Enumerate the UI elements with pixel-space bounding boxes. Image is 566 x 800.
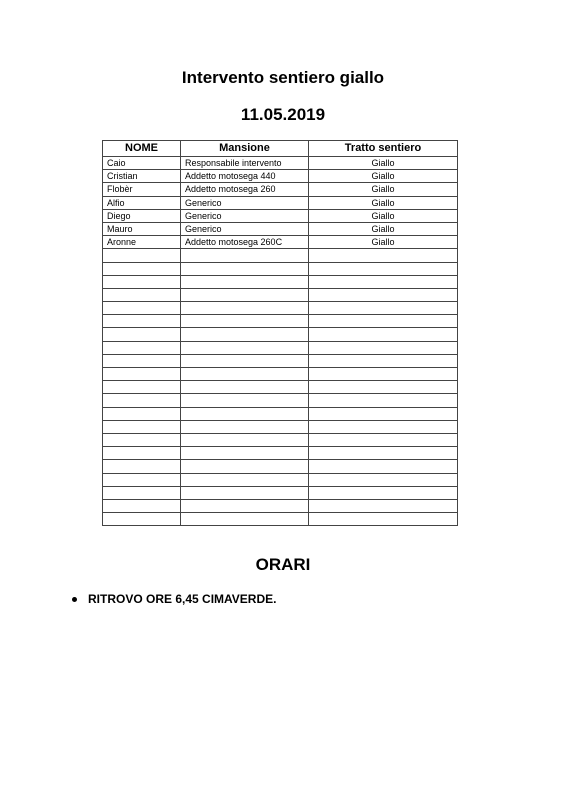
- empty-cell: [181, 460, 309, 473]
- empty-cell: [181, 473, 309, 486]
- cell-tratto: Giallo: [309, 209, 458, 222]
- section-heading-orari: ORARI: [255, 555, 311, 574]
- empty-cell: [103, 486, 181, 499]
- bullet-icon: [72, 597, 77, 602]
- cell-nome: Aronne: [103, 236, 181, 249]
- empty-cell: [309, 460, 458, 473]
- cell-tratto: Giallo: [309, 236, 458, 249]
- empty-cell: [181, 420, 309, 433]
- table-row: [103, 196, 458, 209]
- table-row-empty: [103, 249, 458, 262]
- empty-cell: [103, 513, 181, 526]
- empty-cell: [103, 499, 181, 512]
- table-row: [103, 222, 458, 235]
- cell-mansione: Responsabile intervento: [181, 157, 309, 170]
- empty-cell: [309, 499, 458, 512]
- table-row-empty: [103, 288, 458, 301]
- list-item-text: RITROVO ORE 6,45 CIMAVERDE.: [88, 592, 277, 606]
- table-row: [103, 236, 458, 249]
- cell-mansione: Generico: [181, 222, 309, 235]
- empty-cell: [103, 275, 181, 288]
- table-row-empty: [103, 407, 458, 420]
- table-row-empty: [103, 433, 458, 446]
- cell-tratto: Giallo: [309, 183, 458, 196]
- empty-cell: [103, 341, 181, 354]
- table-row-empty: [103, 447, 458, 460]
- empty-cell: [181, 288, 309, 301]
- column-header-tratto: Tratto sentiero: [309, 141, 458, 157]
- table-row: [103, 183, 458, 196]
- page-title: Intervento sentiero giallo: [181, 68, 385, 87]
- empty-cell: [181, 381, 309, 394]
- empty-cell: [309, 328, 458, 341]
- cell-nome: Mauro: [103, 222, 181, 235]
- cell-mansione: Generico: [181, 196, 309, 209]
- table-row: [103, 209, 458, 222]
- empty-cell: [103, 288, 181, 301]
- empty-cell: [103, 302, 181, 315]
- empty-cell: [181, 447, 309, 460]
- empty-cell: [181, 328, 309, 341]
- empty-cell: [103, 473, 181, 486]
- empty-cell: [309, 381, 458, 394]
- roster-table: [102, 140, 458, 526]
- empty-cell: [103, 447, 181, 460]
- empty-cell: [309, 420, 458, 433]
- empty-cell: [309, 473, 458, 486]
- table-row-empty: [103, 315, 458, 328]
- table-row-empty: [103, 486, 458, 499]
- empty-cell: [309, 407, 458, 420]
- empty-cell: [181, 394, 309, 407]
- cell-nome: Diego: [103, 209, 181, 222]
- table-row-empty: [103, 341, 458, 354]
- table-row-empty: [103, 302, 458, 315]
- cell-tratto: Giallo: [309, 196, 458, 209]
- column-header-mansione: Mansione: [181, 141, 309, 157]
- empty-cell: [309, 315, 458, 328]
- table-row-empty: [103, 473, 458, 486]
- table-row-empty: [103, 513, 458, 526]
- table-row-empty: [103, 420, 458, 433]
- cell-nome: Caio: [103, 157, 181, 170]
- empty-cell: [309, 249, 458, 262]
- table-row-empty: [103, 381, 458, 394]
- empty-cell: [309, 486, 458, 499]
- empty-cell: [103, 368, 181, 381]
- empty-cell: [103, 354, 181, 367]
- empty-cell: [309, 447, 458, 460]
- cell-tratto: Giallo: [309, 157, 458, 170]
- empty-cell: [181, 513, 309, 526]
- cell-tratto: Giallo: [309, 170, 458, 183]
- cell-tratto: Giallo: [309, 222, 458, 235]
- table-row-empty: [103, 368, 458, 381]
- table-row-empty: [103, 460, 458, 473]
- empty-cell: [309, 288, 458, 301]
- cell-mansione: Addetto motosega 260: [181, 183, 309, 196]
- empty-cell: [309, 354, 458, 367]
- cell-mansione: Addetto motosega 260C: [181, 236, 309, 249]
- cell-nome: Alfio: [103, 196, 181, 209]
- empty-cell: [103, 249, 181, 262]
- empty-cell: [103, 262, 181, 275]
- empty-cell: [103, 460, 181, 473]
- empty-cell: [309, 275, 458, 288]
- empty-cell: [181, 315, 309, 328]
- cell-mansione: Addetto motosega 440: [181, 170, 309, 183]
- empty-cell: [309, 513, 458, 526]
- empty-cell: [181, 302, 309, 315]
- table-row: [103, 157, 458, 170]
- empty-cell: [181, 275, 309, 288]
- empty-cell: [181, 368, 309, 381]
- table-header-row: [103, 141, 458, 157]
- table-body: [103, 157, 458, 526]
- table-row-empty: [103, 328, 458, 341]
- column-header-nome: NOME: [103, 141, 181, 157]
- empty-cell: [309, 394, 458, 407]
- empty-cell: [103, 315, 181, 328]
- list-item: [72, 592, 276, 606]
- empty-cell: [181, 354, 309, 367]
- empty-cell: [181, 499, 309, 512]
- table-row-empty: [103, 354, 458, 367]
- empty-cell: [309, 262, 458, 275]
- empty-cell: [309, 302, 458, 315]
- orari-list: [72, 592, 276, 606]
- page-date: 11.05.2019: [240, 105, 326, 124]
- empty-cell: [181, 407, 309, 420]
- empty-cell: [103, 407, 181, 420]
- empty-cell: [181, 486, 309, 499]
- empty-cell: [309, 341, 458, 354]
- table-row-empty: [103, 275, 458, 288]
- table-row-empty: [103, 394, 458, 407]
- empty-cell: [181, 249, 309, 262]
- empty-cell: [103, 420, 181, 433]
- table-row: [103, 170, 458, 183]
- empty-cell: [181, 341, 309, 354]
- empty-cell: [103, 433, 181, 446]
- table-row-empty: [103, 262, 458, 275]
- empty-cell: [103, 381, 181, 394]
- empty-cell: [309, 368, 458, 381]
- empty-cell: [181, 262, 309, 275]
- empty-cell: [103, 328, 181, 341]
- empty-cell: [103, 394, 181, 407]
- empty-cell: [309, 433, 458, 446]
- empty-cell: [181, 433, 309, 446]
- cell-nome: Flobèr: [103, 183, 181, 196]
- table-row-empty: [103, 499, 458, 512]
- cell-mansione: Generico: [181, 209, 309, 222]
- cell-nome: Cristian: [103, 170, 181, 183]
